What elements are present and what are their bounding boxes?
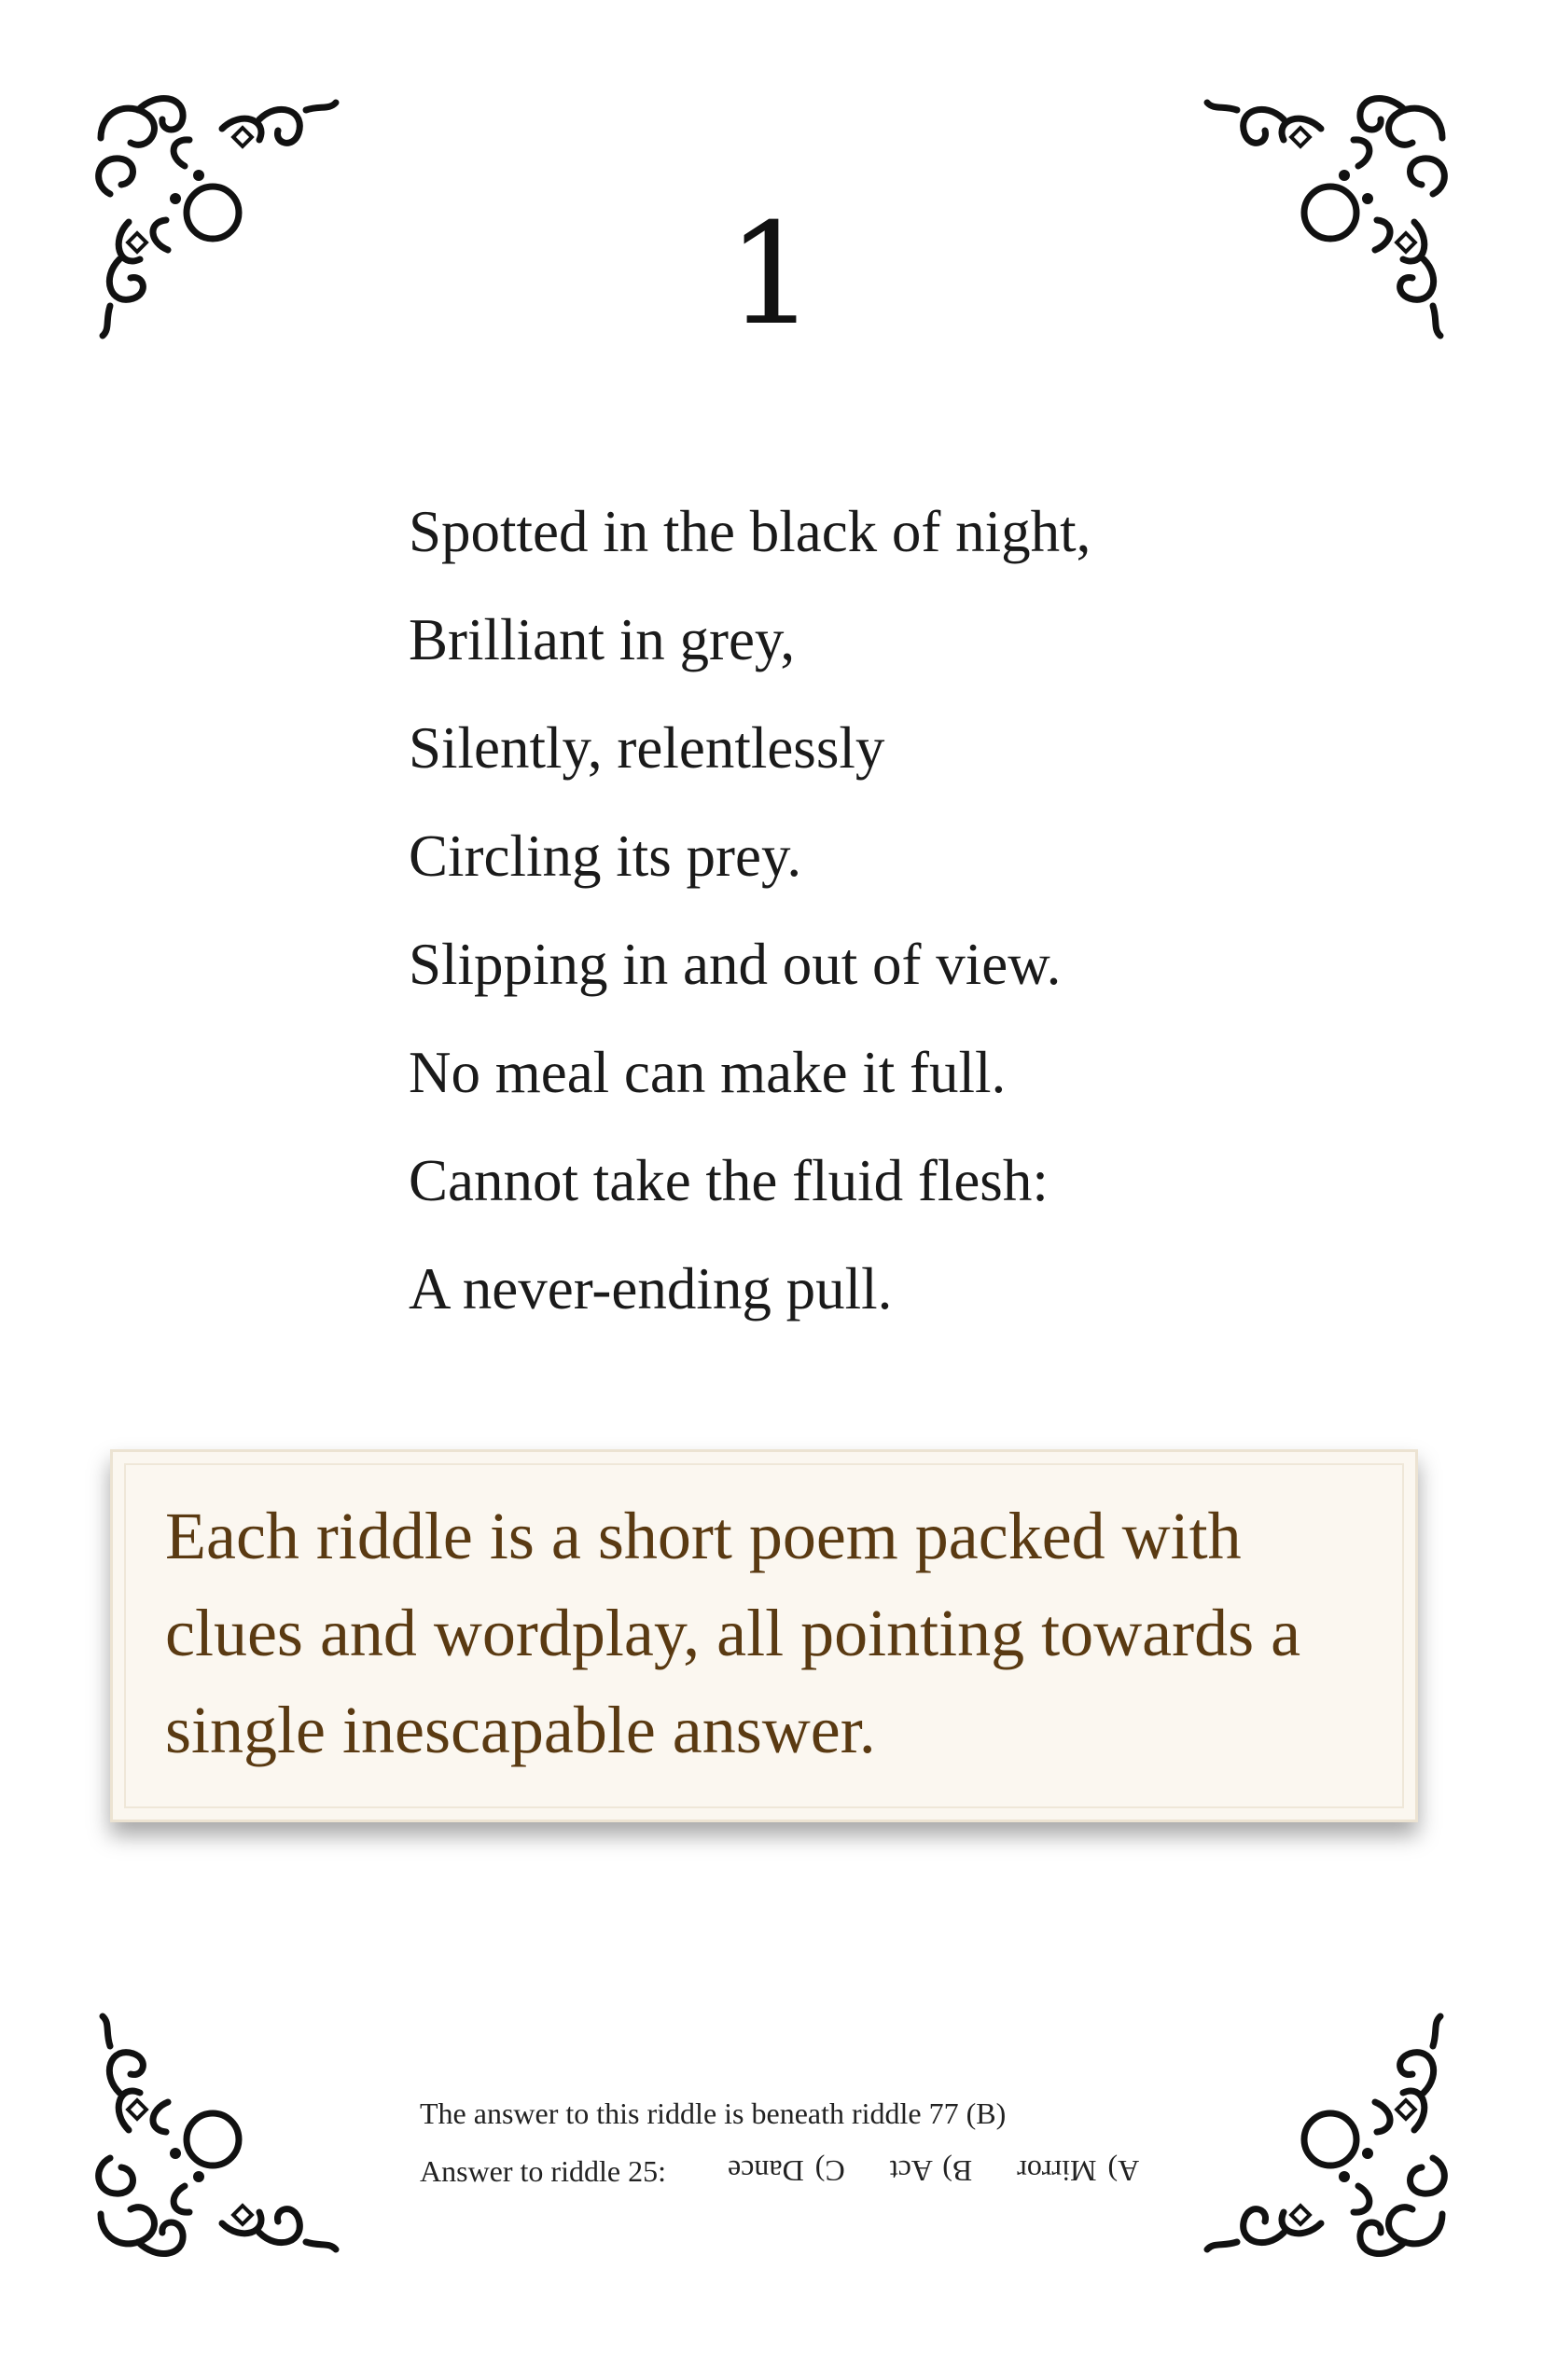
corner-ornament-bottom-right bbox=[1172, 1981, 1461, 2270]
upside-down-answer-options bbox=[711, 2142, 1156, 2200]
poem-line: Cannot take the fluid flesh: bbox=[409, 1148, 1049, 1213]
poem-line: Brilliant in grey, bbox=[409, 607, 796, 672]
poem-line: A never-ending pull. bbox=[409, 1256, 893, 1321]
flourish-icon bbox=[1172, 1981, 1461, 2270]
flourish-icon bbox=[82, 1981, 371, 2270]
poem-line: Spotted in the black of night, bbox=[409, 499, 1091, 564]
riddle-poem bbox=[409, 477, 1091, 1343]
info-callout-box bbox=[110, 1449, 1418, 1822]
poem-line: No meal can make it full. bbox=[409, 1040, 1007, 1105]
previous-answer-label: Answer to riddle 25: bbox=[420, 2154, 666, 2188]
footer bbox=[420, 2084, 1156, 2200]
answer-option: A) Mirror bbox=[1017, 2154, 1140, 2188]
answer-option: B) Act bbox=[889, 2154, 973, 2188]
poem-line: Slipping in and out of view. bbox=[409, 932, 1062, 997]
answer-option: C) Dance bbox=[727, 2154, 845, 2188]
info-callout-text: Each riddle is a short poem packed with clues and wordplay, all pointing towards a single inescapable answer. bbox=[165, 1499, 1301, 1767]
corner-ornament-bottom-left bbox=[82, 1981, 371, 2270]
riddle-number: 1 bbox=[727, 194, 816, 356]
answer-hint: The answer to this riddle is beneath riddle 77 (B) bbox=[420, 2096, 1007, 2130]
poem-line: Circling its prey. bbox=[409, 823, 802, 889]
poem-line: Silently, relentlessly bbox=[409, 715, 885, 781]
previous-answer-row bbox=[420, 2142, 1156, 2200]
